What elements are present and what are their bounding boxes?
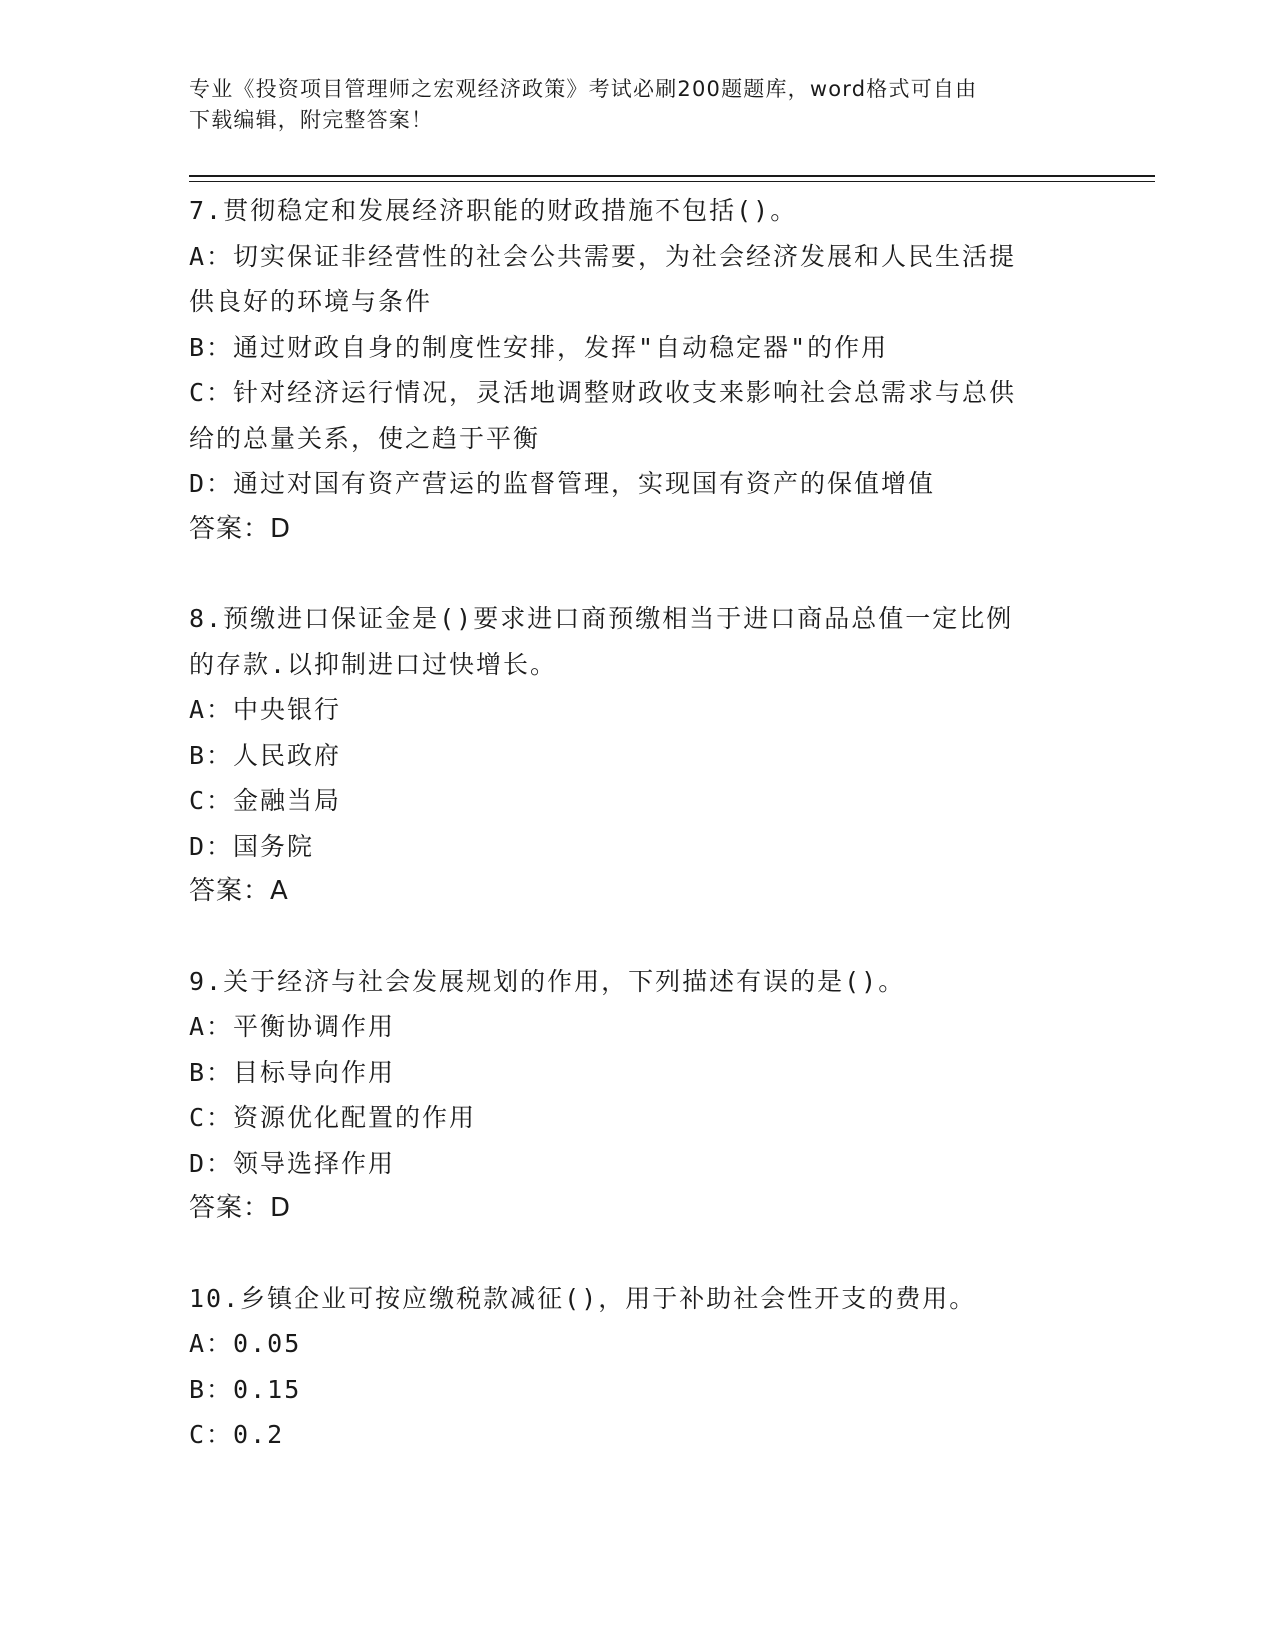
answer-option (189, 733, 1089, 779)
question-block (189, 959, 1089, 1232)
answer-option-line: 给的总量关系，使之趋于平衡 (189, 423, 541, 453)
answer-option-line: B：目标导向作用 (189, 1057, 396, 1087)
question-stem-line: 8.预缴进口保证金是()要求进口商预缴相当于进口商品总值一定比例 (189, 604, 1014, 633)
question-stem (189, 1276, 1089, 1322)
question-stem (189, 188, 1089, 234)
answer-option (189, 325, 1089, 371)
answer-option (189, 687, 1089, 733)
header-line-1: 专业《投资项目管理师之宏观经济政策》考试必刷200题题库，word格式可自由 (189, 77, 978, 101)
answer-option-line: B：人民政府 (189, 740, 342, 770)
answer-option (189, 1367, 1089, 1413)
answer-key: 答案：D (189, 1193, 292, 1223)
question-block (189, 1276, 1089, 1458)
header-line-2: 下载编辑，附完整答案！ (189, 108, 434, 132)
question-stem-line: 10.乡镇企业可按应缴税款减征()，用于补助社会性开支的费用。 (189, 1283, 977, 1313)
answer-option (189, 778, 1089, 824)
answer-option (189, 461, 1089, 507)
question-stem (189, 596, 1089, 687)
answer-option-line: D：领导选择作用 (189, 1148, 396, 1178)
answer-option (189, 1141, 1089, 1187)
header-divider-thick (189, 175, 1155, 177)
answer-option-line: A：中央银行 (189, 695, 342, 724)
header-divider-thin (189, 181, 1155, 182)
document-header (189, 74, 1089, 136)
answer-option-line: A：0.05 (189, 1329, 302, 1358)
question-stem-line: 9.关于经济与社会发展规划的作用，下列描述有误的是()。 (189, 966, 906, 996)
answer-option (189, 234, 1089, 325)
answer-option-line: 供良好的环境与条件 (189, 287, 433, 316)
answer-option-line: D：通过对国有资产营运的监督管理，实现国有资产的保值增值 (189, 469, 936, 498)
answer-option-line: A：切实保证非经营性的社会公共需要，为社会经济发展和人民生活提 (189, 241, 1017, 271)
answer-option (189, 1004, 1089, 1050)
answer-option-line: B：通过财政自身的制度性安排，发挥"自动稳定器"的作用 (189, 332, 889, 362)
answer-option (189, 1412, 1089, 1458)
answer-option-line: C：金融当局 (189, 786, 342, 815)
answer-option-line: C：0.2 (189, 1420, 285, 1449)
answer-option (189, 1050, 1089, 1096)
question-block (189, 596, 1089, 915)
question-stem-line: 7.贯彻稳定和发展经济职能的财政措施不包括()。 (189, 196, 798, 225)
answer-option (189, 1321, 1089, 1367)
answer-option (189, 370, 1089, 461)
answer-option-line: D：国务院 (189, 831, 315, 861)
answer-option-line: A：平衡协调作用 (189, 1012, 396, 1041)
answer-option (189, 1095, 1089, 1141)
answer-key: 答案：D (189, 513, 292, 544)
answer-option-line: C：资源优化配置的作用 (189, 1103, 477, 1132)
question-stem (189, 959, 1089, 1005)
question-list (189, 188, 1089, 1502)
question-stem-line: 的存款.以抑制进口过快增长。 (189, 649, 558, 679)
answer-key: 答案：A (189, 876, 289, 906)
answer-option-line: C：针对经济运行情况，灵活地调整财政收支来影响社会总需求与总供 (189, 378, 1017, 407)
answer-option (189, 824, 1089, 870)
answer-option-line: B：0.15 (189, 1374, 302, 1404)
question-block (189, 188, 1089, 552)
